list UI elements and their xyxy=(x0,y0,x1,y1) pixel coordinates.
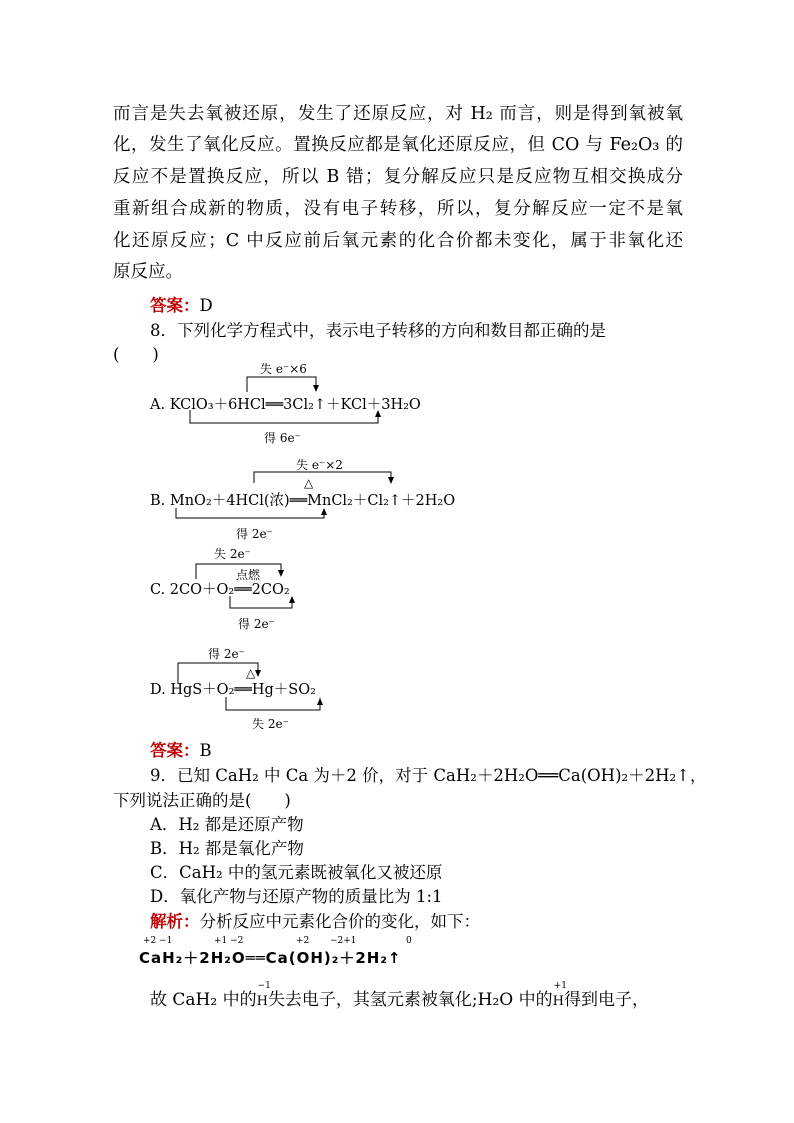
option-a-top-label: 失 e⁻×6 xyxy=(260,362,307,376)
q9-option-a: A．H₂ 都是还原产物 xyxy=(150,815,304,834)
option-b-bottom-label: 得 2e⁻ xyxy=(236,527,273,541)
q8-stem-line-1: 8．下列化学方程式中，表示电子转移的方向和数目都正确的是 xyxy=(150,321,606,340)
explanation-line-4: 重新组合成新的物质，没有电子转移，所以，复分解反应一定不是氧 xyxy=(113,199,683,219)
q9-option-b: B．H₂ 都是氧化产物 xyxy=(150,839,304,858)
option-b-equation: B. MnO₂＋4HCl(浓)══MnCl₂＋Cl₂↑＋2H₂O xyxy=(150,493,456,509)
valence-h2: 0 xyxy=(406,936,412,946)
explanation-line-5: 化还原反应；C 中反应前后氧元素的化合价都未变化，属于非氧化还 xyxy=(113,231,683,251)
answer-label: 答案： xyxy=(150,296,200,315)
option-a-equation: A. KClO₃＋6HCl══3Cl₂↑＋KCl＋3H₂O xyxy=(150,397,421,413)
option-d-bottom-label: 失 2e⁻ xyxy=(252,717,289,731)
h-minus-wrapper xyxy=(256,981,271,1010)
h-plus-wrapper xyxy=(552,981,567,1010)
option-c-equation: C. 2CO＋O₂══2CO₂ xyxy=(150,582,290,598)
option-b-top-label: 失 e⁻×2 xyxy=(296,458,343,472)
analysis-label: 解析： xyxy=(150,912,200,931)
answer-label: 答案： xyxy=(150,741,200,760)
analysis-equation: CaH₂＋2H₂O══Ca(OH)₂＋2H₂↑ xyxy=(139,949,402,967)
option-b-condition: △ xyxy=(304,476,314,490)
last-line-part-b: 失去电子，其氢元素被氧化;H₂O 中的 xyxy=(267,990,553,1010)
option-d-top-label: 得 2e⁻ xyxy=(208,647,245,661)
answer-value: B xyxy=(199,741,212,760)
h-minus-valence: −1 xyxy=(257,981,271,991)
explanation-line-3: 反应不是置换反应，所以 B 错；复分解反应只是反应物互相交换成分 xyxy=(113,167,683,187)
explanation-line-6: 原反应。 xyxy=(113,262,183,282)
valence-ca: +2 xyxy=(296,936,310,946)
q8-answer xyxy=(150,737,212,761)
q9-stem-line-1: 9．已知 CaH₂ 中 Ca 为＋2 价，对于 CaH₂＋2H₂O══Ca(OH)₂＋2H₂↑， xyxy=(150,766,707,785)
valence-oh: −2+1 xyxy=(330,936,357,946)
q9-option-c: C．CaH₂ 中的氢元素既被氧化又被还原 xyxy=(150,863,443,882)
option-c-bottom-label: 得 2e⁻ xyxy=(238,617,275,631)
last-line-part-a: 故 CaH₂ 中的 xyxy=(150,990,257,1010)
q9-stem-line-2: 下列说法正确的是( ) xyxy=(113,791,291,810)
q9-option-d: D．氧化产物与还原产物的质量比为 1:1 xyxy=(150,887,443,906)
answer-value: D xyxy=(199,296,213,315)
option-c-condition: 点燃 xyxy=(236,568,261,582)
option-d-equation: D. HgS＋O₂══Hg＋SO₂ xyxy=(150,682,316,698)
h-plus: H xyxy=(552,994,564,1009)
valence-ca-h: +2 −1 xyxy=(143,936,173,946)
q8-stem-line-2: ( ) xyxy=(113,345,159,364)
h-plus-valence: +1 xyxy=(553,981,567,991)
option-a-bottom-label: 得 6e⁻ xyxy=(264,431,301,445)
h-minus: H xyxy=(256,994,268,1009)
explanation-line-1: 而言是失去氧被还原，发生了还原反应，对 H₂ 而言，则是得到氧被氧 xyxy=(113,104,683,124)
valence-h-o: +1 −2 xyxy=(214,936,244,946)
option-d-condition: △ xyxy=(246,666,256,680)
option-c-top-label: 失 2e⁻ xyxy=(214,547,251,561)
last-line-part-c: 得到电子， xyxy=(564,990,649,1010)
explanation-line-2: 化，发生了氧化反应。置换反应都是氧化还原反应，但 CO 与 Fe₂O₃ 的 xyxy=(113,135,683,155)
q9-analysis xyxy=(150,908,480,932)
analysis-text: 分析反应中元素化合价的变化，如下： xyxy=(199,912,480,931)
analysis-last-line xyxy=(150,981,649,1010)
